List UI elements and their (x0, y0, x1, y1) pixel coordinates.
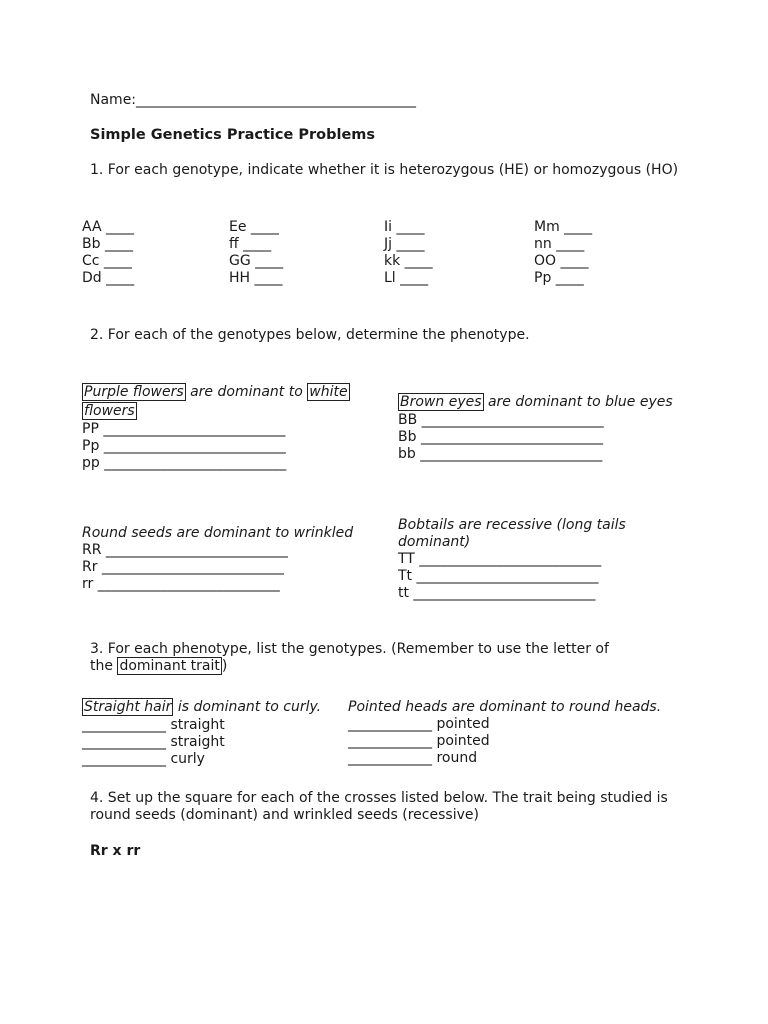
genotype-item: Cc ____ (82, 253, 132, 269)
genotype-item: nn ____ (534, 236, 585, 252)
heads-heading: Pointed heads are dominant to round heads. (348, 699, 662, 715)
answer-line: Rr __________________________ (82, 559, 284, 575)
prompt-pre: the (90, 658, 113, 674)
tails-heading-line2: dominant) (398, 534, 471, 550)
question-4-prompt: 4. Set up the square for each of the crosses listed below. The trait being studied is (90, 790, 668, 806)
highlight-brown-eyes: Brown eyes (400, 394, 482, 410)
genotype-item: Dd ____ (82, 270, 135, 286)
answer-line: tt __________________________ (398, 585, 596, 601)
highlight-dominant-trait: dominant trait (119, 658, 220, 674)
genotype-item: Jj ____ (384, 236, 425, 252)
eyes-heading (398, 394, 673, 411)
genotype-item: HH ____ (229, 270, 283, 286)
answer-line: ____________ pointed (348, 733, 490, 749)
flowers-heading-mid: are dominant to (190, 384, 303, 400)
answer-line: BB __________________________ (398, 412, 604, 428)
tails-heading: Bobtails are recessive (long tails (398, 517, 626, 533)
answer-line: RR __________________________ (82, 542, 288, 558)
answer-line: ____________ curly (82, 751, 205, 767)
answer-line: ____________ straight (82, 734, 225, 750)
highlight-white: white (309, 384, 348, 400)
genotype-item: GG ____ (229, 253, 284, 269)
flowers-heading (82, 384, 350, 401)
highlight-straight-hair: Straight hair (84, 699, 172, 715)
answer-line: ____________ straight (82, 717, 225, 733)
question-3-prompt: 3. For each phenotype, list the genotypes. (Remember to use the letter of (90, 641, 609, 657)
answer-line: Bb __________________________ (398, 429, 603, 445)
highlight-flowers: flowers (84, 403, 135, 419)
genotype-item: Bb ____ (82, 236, 133, 252)
question-4-prompt-line2: round seeds (dominant) and wrinkled seeds (recessive) (90, 807, 479, 823)
genotype-item: Pp ____ (534, 270, 584, 286)
question-3-prompt-line2 (90, 658, 227, 675)
answer-line: rr __________________________ (82, 576, 280, 592)
answer-line: ____________ pointed (348, 716, 490, 732)
prompt-post: ) (221, 658, 228, 674)
genotype-item: Ii ____ (384, 219, 425, 235)
page-title: Simple Genetics Practice Problems (90, 127, 376, 143)
genotype-item: Ll ____ (384, 270, 429, 286)
answer-line: TT __________________________ (398, 551, 602, 567)
answer-line: PP __________________________ (82, 421, 286, 437)
highlight-purple-flowers: Purple flowers (84, 384, 184, 400)
genotype-item: ff ____ (229, 236, 272, 252)
answer-line: Pp __________________________ (82, 438, 286, 454)
answer-line: pp __________________________ (82, 455, 287, 471)
cross-label: Rr x rr (90, 843, 141, 859)
flowers-heading-line2 (82, 403, 137, 420)
seeds-heading: Round seeds are dominant to wrinkled (82, 525, 354, 541)
hair-heading (82, 699, 321, 716)
genotype-item: Ee ____ (229, 219, 279, 235)
eyes-heading-rest: are dominant to blue eyes (487, 394, 673, 410)
genotype-item: kk ____ (384, 253, 433, 269)
name-field: Name:________________________________________ (90, 92, 417, 108)
question-1-prompt: 1. For each genotype, indicate whether it is heterozygous (HE) or homozygous (HO) (90, 162, 679, 178)
question-2-prompt: 2. For each of the genotypes below, determine the phenotype. (90, 327, 530, 343)
answer-line: ____________ round (348, 750, 478, 766)
genotype-item: AA ____ (82, 219, 134, 235)
answer-line: bb __________________________ (398, 446, 603, 462)
answer-line: Tt __________________________ (398, 568, 599, 584)
genotype-item: OO ____ (534, 253, 589, 269)
genotype-item: Mm ____ (534, 219, 593, 235)
hair-heading-rest: is dominant to curly. (177, 699, 322, 715)
